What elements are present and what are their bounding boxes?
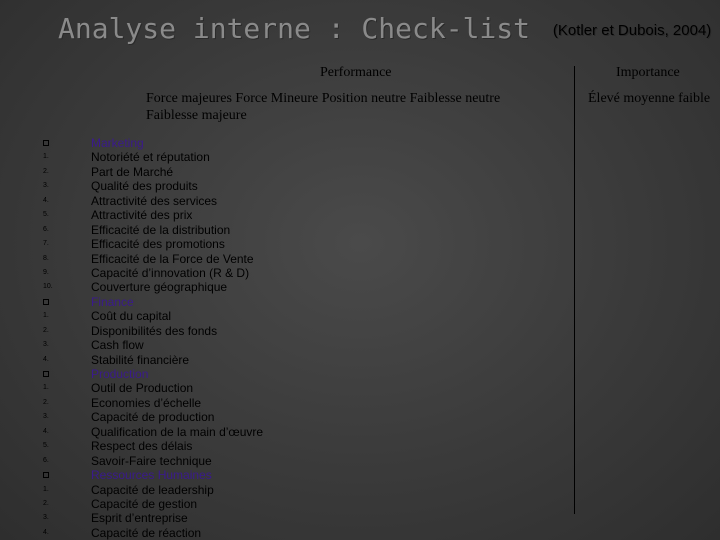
list-item bbox=[0, 410, 400, 424]
item-label: Outil de Production bbox=[91, 381, 194, 396]
category-label: Ressources Humaines bbox=[91, 468, 212, 483]
item-number: 1. bbox=[43, 485, 49, 493]
item-number: 4. bbox=[43, 528, 49, 536]
category-label: Finance bbox=[91, 294, 134, 309]
bullet-box-icon bbox=[43, 472, 49, 478]
list-item bbox=[0, 454, 400, 468]
item-number: 4. bbox=[43, 427, 49, 435]
item-number: 1. bbox=[43, 312, 49, 320]
bullet-box-icon bbox=[43, 140, 49, 146]
list-item bbox=[0, 497, 400, 511]
category-row bbox=[0, 295, 400, 309]
list-item bbox=[0, 425, 400, 439]
category-label: Production bbox=[91, 367, 149, 381]
item-number: 6. bbox=[43, 456, 49, 464]
item-label: Capacité de réaction bbox=[91, 525, 202, 540]
slide-title bbox=[58, 12, 711, 45]
item-label: Capacité de production bbox=[91, 410, 215, 425]
item-label: Disponibilités des fonds bbox=[91, 323, 218, 338]
item-label: Efficacité de la Force de Vente bbox=[91, 251, 254, 266]
list-item bbox=[0, 439, 400, 453]
list-item bbox=[0, 511, 400, 525]
category-label: Marketing bbox=[91, 136, 144, 150]
bullet-box-icon bbox=[43, 299, 49, 305]
item-label: Qualité des produits bbox=[91, 179, 198, 194]
item-number: 2. bbox=[43, 326, 49, 334]
list-item bbox=[0, 353, 400, 367]
item-number: 3. bbox=[43, 413, 49, 421]
item-label: Attractivité des prix bbox=[91, 208, 193, 223]
list-item bbox=[0, 309, 400, 323]
list-item bbox=[0, 165, 400, 179]
item-number: 9. bbox=[43, 268, 49, 276]
list-item bbox=[0, 324, 400, 338]
item-number: 2. bbox=[43, 499, 49, 507]
list-item bbox=[0, 396, 400, 410]
list-item bbox=[0, 179, 400, 193]
item-label: Part de Marché bbox=[91, 164, 174, 179]
item-label: Notoriété et réputation bbox=[91, 150, 210, 165]
list-item bbox=[0, 208, 400, 222]
list-item bbox=[0, 223, 400, 237]
list-item bbox=[0, 237, 400, 251]
list-item bbox=[0, 266, 400, 280]
category-row bbox=[0, 136, 400, 150]
list-item bbox=[0, 150, 400, 164]
title-citation: (Kotler et Dubois, 2004) bbox=[552, 22, 712, 39]
item-number: 2. bbox=[43, 167, 49, 175]
list-item bbox=[0, 280, 400, 294]
item-label: Capacité d’innovation (R & D) bbox=[91, 265, 250, 280]
item-number: 7. bbox=[43, 240, 49, 248]
item-number: 4. bbox=[43, 196, 49, 204]
item-number: 6. bbox=[43, 225, 49, 233]
item-label: Qualification de la main d’œuvre bbox=[91, 424, 264, 439]
item-label: Capacité de leadership bbox=[91, 482, 214, 497]
category-row bbox=[0, 367, 400, 381]
category-row bbox=[0, 468, 400, 482]
list-item bbox=[0, 483, 400, 497]
slide-title-text: Analyse interne : Check-list bbox=[58, 12, 531, 45]
item-number: 1. bbox=[43, 153, 49, 161]
performance-header: Performance bbox=[320, 65, 392, 80]
item-label: Esprit d’entreprise bbox=[91, 511, 188, 526]
item-number: 5. bbox=[43, 211, 49, 219]
item-number: 8. bbox=[43, 254, 49, 262]
item-label: Attractivité des services bbox=[91, 193, 218, 208]
item-label: Savoir-Faire technique bbox=[91, 453, 212, 468]
item-number: 1. bbox=[43, 384, 49, 392]
importance-header: Importance bbox=[616, 65, 680, 80]
list-item bbox=[0, 526, 400, 540]
list-item bbox=[0, 252, 400, 266]
item-number: 2. bbox=[43, 398, 49, 406]
item-label: Efficacité de la distribution bbox=[91, 222, 231, 237]
item-label: Cash flow bbox=[91, 338, 144, 353]
column-divider bbox=[574, 66, 575, 514]
item-number: 3. bbox=[43, 514, 49, 522]
item-number: 3. bbox=[43, 341, 49, 349]
importance-scale: Élevé moyenne faible bbox=[588, 91, 711, 106]
list-item bbox=[0, 338, 400, 352]
list-item bbox=[0, 381, 400, 395]
item-label: Respect des délais bbox=[91, 439, 193, 454]
item-number: 5. bbox=[43, 442, 49, 450]
item-label: Economies d’échelle bbox=[91, 395, 202, 410]
checklist bbox=[0, 136, 400, 540]
bullet-box-icon bbox=[43, 371, 49, 377]
item-label: Efficacité des promotions bbox=[91, 237, 225, 252]
item-label: Couverture géographique bbox=[91, 280, 228, 295]
item-number: 3. bbox=[43, 182, 49, 190]
item-number: 10. bbox=[43, 283, 53, 291]
item-label: Stabilité financière bbox=[91, 352, 190, 367]
item-label: Capacité de gestion bbox=[91, 496, 198, 511]
performance-scale: Force majeures Force Mineure Position neutre Faiblesse neutre Faiblesse majeure bbox=[146, 91, 501, 123]
item-label: Coût du capital bbox=[91, 309, 172, 324]
item-number: 4. bbox=[43, 355, 49, 363]
list-item bbox=[0, 194, 400, 208]
